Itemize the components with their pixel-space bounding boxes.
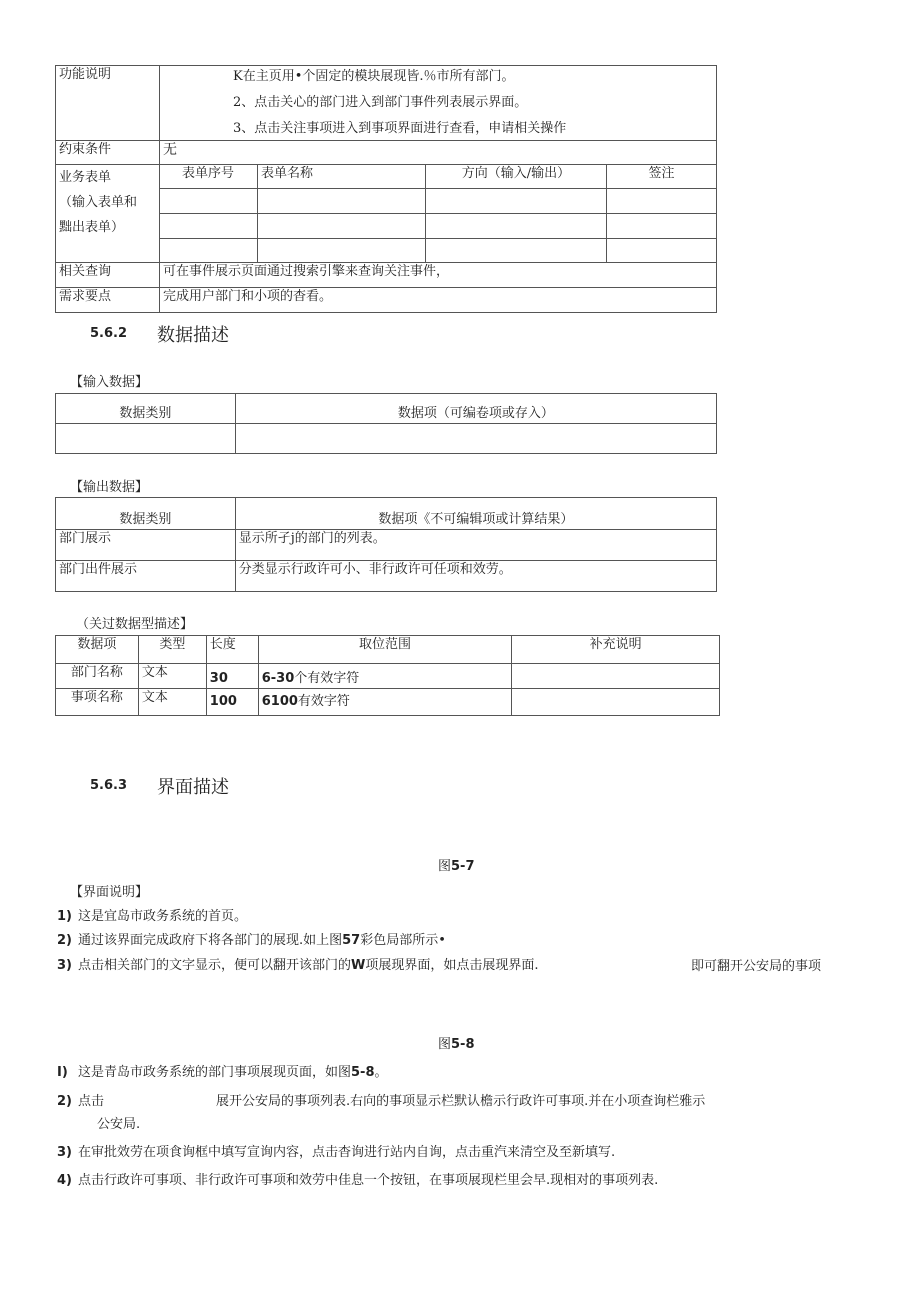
form-col-direction: 方向（输入/输出）	[426, 165, 607, 189]
output-row-item: 显示所孑j的部门的列表。	[235, 530, 716, 561]
figure-prefix: 图	[438, 859, 452, 874]
list-text: 点击行政许可事项、非行政许可事项和效劳中佳息一个按钮，在事项展现栏里会早.现相对的事项列表.	[78, 1173, 659, 1188]
key-row-length	[206, 689, 258, 716]
key-row-length	[206, 664, 258, 689]
section-562-title: 数据描述	[157, 325, 229, 346]
form-cell	[426, 239, 607, 263]
func-desc-cell	[160, 66, 717, 141]
input-col-item: 数据项（可编卷项或存入）	[235, 394, 716, 424]
input-data-table	[55, 393, 717, 454]
form-cell	[160, 214, 258, 239]
key-row-range-num: 6100	[261, 694, 298, 709]
output-row-item: 分类显示行政许可小、非行政许可任项和效劳。	[235, 561, 716, 592]
key-row-length-value: 30	[209, 671, 228, 686]
list-number: 3)	[57, 1145, 72, 1160]
dept-list-item-1	[57, 1064, 388, 1082]
form-cell	[258, 239, 426, 263]
form-cell	[607, 214, 717, 239]
list-text: 这是宜岛市政务系统的首页。	[78, 909, 248, 924]
form-cell	[160, 239, 258, 263]
input-data-caption: 【输入数据】	[70, 375, 149, 390]
list-text: 点击相关部门的文字显示，便可以翻开该部门的	[78, 958, 352, 973]
key-row-range-num: 6-30	[261, 671, 295, 686]
key-col-item: 数据项	[56, 636, 139, 664]
constraint-label: 约束条件	[56, 141, 160, 165]
section-563-title: 界面描述	[157, 777, 229, 798]
dept-list-item-4	[57, 1172, 658, 1190]
list-number: 1)	[57, 909, 72, 924]
form-col-note: 签注	[607, 165, 717, 189]
constraint-value: 无	[160, 141, 717, 165]
key-col-length: 长度	[206, 636, 258, 664]
key-col-type: 类型	[138, 636, 206, 664]
list-text: 在审批效劳在项食询框中填写宣询内容，点击杳询进行站内自询，点击重汽来清空及至新填写.	[78, 1145, 616, 1160]
dept-list-item-2-cont: 公安局.	[97, 1117, 141, 1132]
list-text: 点击	[78, 1094, 105, 1109]
output-row-category: 部门出件展示	[56, 561, 236, 592]
list-text: 通过该界面完成政府下将各部门的展现.如上图	[78, 933, 343, 948]
key-row-length-value: 100	[209, 694, 237, 709]
figure-5-8-caption	[438, 1036, 475, 1054]
section-562-number: 5.6.2	[90, 326, 128, 341]
list-text: 。	[374, 1065, 388, 1080]
form-cell	[607, 239, 717, 263]
func-line-1: K在主页用•个固定的模块展现皆.％市所有部门。	[233, 69, 515, 84]
form-cell	[607, 189, 717, 214]
key-row-range-text: 有效字符	[297, 694, 350, 709]
key-row-type: 文本	[138, 664, 206, 689]
func-line-2: 2、点击关心的部门进入到部门事件列表展示界面。	[233, 95, 528, 110]
list-number: 2)	[57, 1094, 72, 1109]
key-row-name: 事项名称	[56, 689, 139, 716]
input-cell	[235, 424, 716, 454]
list-text: 这是青岛市政务系统的部门事项展现页面，如图	[78, 1065, 352, 1080]
form-cell	[160, 189, 258, 214]
figure-5-7-caption	[438, 858, 475, 876]
form-label-cell	[56, 165, 160, 263]
list-number: 2)	[57, 933, 72, 948]
input-cell	[56, 424, 236, 454]
figure-number: 5-8	[451, 1037, 475, 1052]
figure-number: 5-7	[451, 859, 475, 874]
key-row-note	[512, 689, 720, 716]
key-row-note	[512, 664, 720, 689]
form-label-3: 黜出表单）	[59, 220, 125, 235]
list-number: 3)	[57, 958, 72, 973]
list-text: 彩色局部所示•	[360, 933, 446, 948]
requirement-table	[55, 65, 717, 313]
output-col-item: 数据项《不可编辑项或计算结果）	[235, 498, 716, 530]
form-col-name: 表单名称	[258, 165, 426, 189]
key-col-note: 补充说明	[512, 636, 720, 664]
points-label: 需求要点	[56, 288, 160, 313]
output-col-category: 数据类别	[56, 498, 236, 530]
key-data-caption: （关过数据型描述】	[76, 617, 194, 632]
ui-list-item-1	[57, 908, 247, 926]
dept-list-item-2-text: 展开公安局的事项列表.右向的事项显示栏默认檐示行政许可事项.并在小项查询栏雅示	[216, 1094, 706, 1109]
key-row-range	[258, 689, 512, 716]
input-col-category: 数据类别	[56, 394, 236, 424]
key-row-name: 部门名称	[56, 664, 139, 689]
list-bold: 57	[342, 933, 361, 948]
key-row-range-text: 个有效字符	[294, 671, 360, 686]
dept-list-item-2	[57, 1093, 104, 1111]
query-value: 可在事件展示页面通过搜索引擎来查询关注事件，	[160, 263, 717, 288]
list-number: 4)	[57, 1173, 72, 1188]
query-label: 相关查询	[56, 263, 160, 288]
ui-list-item-3-tail: 即可翻开公安局的事项	[691, 959, 822, 974]
key-col-range: 取位范围	[258, 636, 512, 664]
form-col-seq: 表单序号	[160, 165, 258, 189]
output-data-caption: 【输出数据】	[70, 480, 149, 495]
output-row-category: 部门展示	[56, 530, 236, 561]
form-cell	[426, 189, 607, 214]
list-text: 项展现界面，如点击展现界面.	[365, 958, 539, 973]
key-row-range	[258, 664, 512, 689]
form-label-1: 业务表单	[59, 170, 112, 185]
section-563-number: 5.6.3	[90, 778, 128, 793]
key-row-type: 文本	[138, 689, 206, 716]
ui-list-item-2	[57, 932, 446, 950]
form-cell	[258, 214, 426, 239]
list-bold: W	[351, 958, 366, 973]
dept-list-item-3	[57, 1144, 615, 1162]
list-number: I)	[57, 1065, 68, 1080]
form-cell	[426, 214, 607, 239]
list-bold: 5-8	[351, 1065, 375, 1080]
ui-desc-caption: 【界面说明】	[70, 885, 149, 900]
figure-prefix: 图	[438, 1037, 452, 1052]
form-label-2: （输入表单和	[59, 195, 138, 210]
ui-list-item-3	[57, 957, 539, 975]
output-data-table	[55, 497, 717, 592]
func-line-3: 3、点击关注事项进入到事项界面进行查看，申请相关操作	[233, 121, 567, 136]
key-data-table	[55, 635, 720, 716]
form-cell	[258, 189, 426, 214]
func-label: 功能说明	[56, 66, 160, 141]
points-value: 完成用户部门和小项的杳看。	[160, 288, 717, 313]
